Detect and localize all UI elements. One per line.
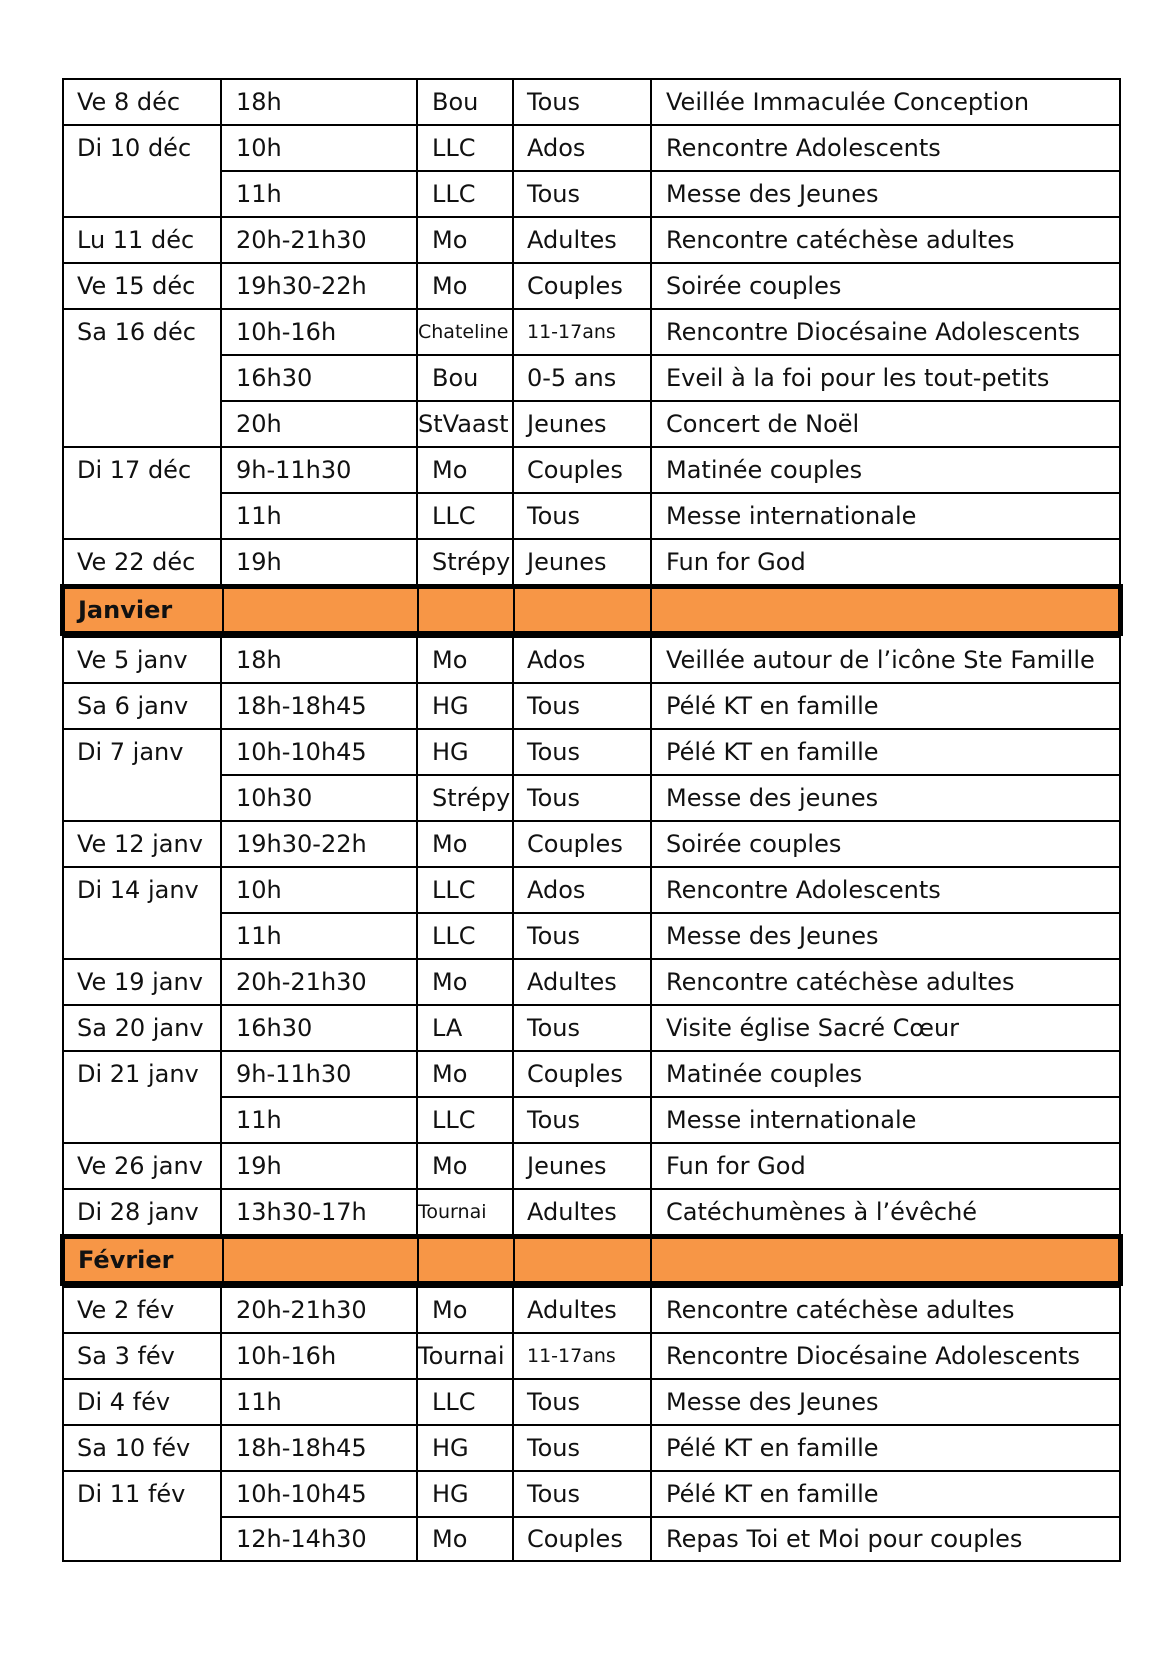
table-row <box>62 728 1121 774</box>
table-row <box>62 636 1121 682</box>
place-cell: LLC <box>416 1380 512 1424</box>
audience-cell: Tous <box>512 492 650 538</box>
event-cell: Pélé KT en famille <box>650 1426 1121 1470</box>
date-cell <box>62 170 220 216</box>
date-cell: Di 7 janv <box>62 730 220 774</box>
time-cell: 11h <box>220 170 416 216</box>
date-cell: Sa 6 janv <box>62 684 220 728</box>
table-row <box>62 1470 1121 1516</box>
time-cell: 18h-18h45 <box>220 684 416 728</box>
date-cell: Ve 12 janv <box>62 822 220 866</box>
date-cell: Ve 19 janv <box>62 960 220 1004</box>
audience-cell: 0-5 ans <box>512 354 650 400</box>
schedule-table <box>62 78 1121 1562</box>
place-cell: StVaast <box>416 400 512 446</box>
table-row <box>62 1516 1121 1562</box>
table-row <box>62 866 1121 912</box>
time-cell: 10h-16h <box>220 1334 416 1378</box>
date-cell: Ve 8 déc <box>62 80 220 124</box>
place-cell: LLC <box>416 1096 512 1142</box>
audience-cell: Couples <box>512 822 650 866</box>
month-header-empty-cell <box>650 589 1118 631</box>
audience-cell: Adultes <box>512 1288 650 1332</box>
date-cell <box>62 354 220 400</box>
table-row <box>62 354 1121 400</box>
date-cell: Di 10 déc <box>62 126 220 170</box>
place-cell: HG <box>416 1472 512 1516</box>
date-cell <box>62 912 220 958</box>
table-row <box>62 1286 1121 1332</box>
audience-cell: Tous <box>512 730 650 774</box>
month-header-empty-cell <box>513 589 650 631</box>
month-header-empty-cell <box>222 589 417 631</box>
month-header-empty-cell <box>222 1239 417 1281</box>
place-cell: HG <box>416 684 512 728</box>
event-cell: Fun for God <box>650 1144 1121 1188</box>
table-row <box>62 78 1121 124</box>
audience-cell: Tous <box>512 1472 650 1516</box>
time-cell: 20h-21h30 <box>220 960 416 1004</box>
time-cell: 20h <box>220 400 416 446</box>
event-cell: Rencontre Diocésaine Adolescents <box>650 1334 1121 1378</box>
audience-cell: Couples <box>512 1516 650 1560</box>
date-cell <box>62 492 220 538</box>
place-cell: Bou <box>416 354 512 400</box>
place-cell: HG <box>416 730 512 774</box>
place-cell: Mo <box>416 638 512 682</box>
event-cell: Rencontre catéchèse adultes <box>650 1288 1121 1332</box>
place-cell: LLC <box>416 912 512 958</box>
month-label: Janvier <box>78 596 173 624</box>
date-cell: Ve 15 déc <box>62 264 220 308</box>
audience-cell: Tous <box>512 1380 650 1424</box>
table-row <box>62 1424 1121 1470</box>
place-cell: Strépy <box>416 774 512 820</box>
time-cell: 19h <box>220 1144 416 1188</box>
time-cell: 11h <box>220 1096 416 1142</box>
table-row <box>62 958 1121 1004</box>
audience-cell: Tous <box>512 1426 650 1470</box>
time-cell: 19h30-22h <box>220 264 416 308</box>
place-cell: HG <box>416 1426 512 1470</box>
audience-cell: Jeunes <box>512 540 650 584</box>
time-cell: 12h-14h30 <box>220 1516 416 1560</box>
month-label: Février <box>78 1246 174 1274</box>
time-cell: 10h-10h45 <box>220 730 416 774</box>
time-cell: 10h <box>220 126 416 170</box>
audience-cell: Jeunes <box>512 1144 650 1188</box>
table-row <box>62 1004 1121 1050</box>
place-cell: LLC <box>416 126 512 170</box>
event-cell: Messe des jeunes <box>650 774 1121 820</box>
time-cell: 20h-21h30 <box>220 1288 416 1332</box>
event-cell: Visite église Sacré Cœur <box>650 1006 1121 1050</box>
place-cell: Mo <box>416 960 512 1004</box>
place-cell: Mo <box>416 1288 512 1332</box>
place-cell: LLC <box>416 492 512 538</box>
event-cell: Matinée couples <box>650 1052 1121 1096</box>
time-cell: 16h30 <box>220 354 416 400</box>
table-row <box>62 1188 1121 1234</box>
table-row <box>62 1332 1121 1378</box>
place-cell: Mo <box>416 218 512 262</box>
place-cell: Mo <box>416 1516 512 1560</box>
event-cell: Rencontre Adolescents <box>650 126 1121 170</box>
date-cell: Ve 5 janv <box>62 638 220 682</box>
date-cell: Ve 22 déc <box>62 540 220 584</box>
time-cell: 18h <box>220 638 416 682</box>
event-cell: Messe des Jeunes <box>650 170 1121 216</box>
place-cell: Tournai <box>416 1334 512 1378</box>
time-cell: 10h-10h45 <box>220 1472 416 1516</box>
place-cell: Strépy <box>416 540 512 584</box>
place-cell: Mo <box>416 822 512 866</box>
date-cell: Di 14 janv <box>62 868 220 912</box>
time-cell: 9h-11h30 <box>220 448 416 492</box>
time-cell: 11h <box>220 492 416 538</box>
time-cell: 10h30 <box>220 774 416 820</box>
date-cell: Sa 16 déc <box>62 310 220 354</box>
place-cell: Tournai <box>416 1190 512 1234</box>
event-cell: Rencontre Diocésaine Adolescents <box>650 310 1121 354</box>
date-cell: Ve 2 fév <box>62 1288 220 1332</box>
time-cell: 10h <box>220 868 416 912</box>
table-row <box>62 1378 1121 1424</box>
audience-cell: Tous <box>512 774 650 820</box>
date-cell: Lu 11 déc <box>62 218 220 262</box>
table-row <box>62 170 1121 216</box>
date-cell: Sa 3 fév <box>62 1334 220 1378</box>
time-cell: 11h <box>220 912 416 958</box>
event-cell: Messe internationale <box>650 492 1121 538</box>
table-row <box>62 400 1121 446</box>
place-cell: Bou <box>416 80 512 124</box>
time-cell: 9h-11h30 <box>220 1052 416 1096</box>
date-cell <box>62 1096 220 1142</box>
date-cell: Di 21 janv <box>62 1052 220 1096</box>
event-cell: Pélé KT en famille <box>650 1472 1121 1516</box>
table-row <box>62 820 1121 866</box>
table-row <box>62 124 1121 170</box>
event-cell: Matinée couples <box>650 448 1121 492</box>
date-cell: Di 11 fév <box>62 1472 220 1516</box>
month-header-row <box>60 1234 1123 1286</box>
date-cell: Di 4 fév <box>62 1380 220 1424</box>
event-cell: Rencontre Adolescents <box>650 868 1121 912</box>
time-cell: 18h-18h45 <box>220 1426 416 1470</box>
table-row <box>62 774 1121 820</box>
place-cell: LA <box>416 1006 512 1050</box>
audience-cell: Ados <box>512 126 650 170</box>
event-cell: Rencontre catéchèse adultes <box>650 218 1121 262</box>
audience-cell: Adultes <box>512 218 650 262</box>
place-cell: Mo <box>416 448 512 492</box>
month-header-empty-cell <box>650 1239 1118 1281</box>
table-row <box>62 1050 1121 1096</box>
table-row <box>62 912 1121 958</box>
event-cell: Concert de Noël <box>650 400 1121 446</box>
audience-cell: Tous <box>512 1096 650 1142</box>
audience-cell: Couples <box>512 1052 650 1096</box>
event-cell: Soirée couples <box>650 264 1121 308</box>
place-cell: Chateline <box>416 310 512 354</box>
event-cell: Veillée Immaculée Conception <box>650 80 1121 124</box>
event-cell: Repas Toi et Moi pour couples <box>650 1516 1121 1560</box>
event-cell: Messe internationale <box>650 1096 1121 1142</box>
audience-cell: Couples <box>512 264 650 308</box>
event-cell: Fun for God <box>650 540 1121 584</box>
date-cell: Sa 10 fév <box>62 1426 220 1470</box>
time-cell: 11h <box>220 1380 416 1424</box>
audience-cell: Tous <box>512 80 650 124</box>
table-row <box>62 538 1121 584</box>
date-cell: Ve 26 janv <box>62 1144 220 1188</box>
date-cell <box>62 1516 220 1560</box>
table-row <box>62 262 1121 308</box>
audience-cell: Ados <box>512 868 650 912</box>
event-cell: Pélé KT en famille <box>650 730 1121 774</box>
event-cell: Soirée couples <box>650 822 1121 866</box>
month-header-empty-cell <box>417 1239 513 1281</box>
audience-cell: Tous <box>512 1006 650 1050</box>
date-cell: Di 17 déc <box>62 448 220 492</box>
month-header-empty-cell <box>417 589 513 631</box>
time-cell: 16h30 <box>220 1006 416 1050</box>
audience-cell: Tous <box>512 170 650 216</box>
place-cell: LLC <box>416 170 512 216</box>
audience-cell: 11-17ans <box>512 1334 650 1378</box>
audience-cell: Jeunes <box>512 400 650 446</box>
event-cell: Veillée autour de l’icône Ste Famille <box>650 638 1121 682</box>
table-row <box>62 446 1121 492</box>
audience-cell: Couples <box>512 448 650 492</box>
place-cell: Mo <box>416 1144 512 1188</box>
table-row <box>62 1142 1121 1188</box>
event-cell: Messe des Jeunes <box>650 912 1121 958</box>
audience-cell: Ados <box>512 638 650 682</box>
audience-cell: Tous <box>512 684 650 728</box>
audience-cell: Adultes <box>512 1190 650 1234</box>
date-cell: Di 28 janv <box>62 1190 220 1234</box>
table-row <box>62 682 1121 728</box>
place-cell: Mo <box>416 264 512 308</box>
event-cell: Eveil à la foi pour les tout-petits <box>650 354 1121 400</box>
event-cell: Pélé KT en famille <box>650 684 1121 728</box>
event-cell: Catéchumènes à l’évêché <box>650 1190 1121 1234</box>
table-row <box>62 216 1121 262</box>
event-cell: Rencontre catéchèse adultes <box>650 960 1121 1004</box>
place-cell: LLC <box>416 868 512 912</box>
month-header-row <box>60 584 1123 636</box>
table-row <box>62 1096 1121 1142</box>
table-row <box>62 492 1121 538</box>
audience-cell: 11-17ans <box>512 310 650 354</box>
audience-cell: Tous <box>512 912 650 958</box>
time-cell: 18h <box>220 80 416 124</box>
month-header-empty-cell <box>513 1239 650 1281</box>
audience-cell: Adultes <box>512 960 650 1004</box>
time-cell: 20h-21h30 <box>220 218 416 262</box>
event-cell: Messe des Jeunes <box>650 1380 1121 1424</box>
date-cell: Sa 20 janv <box>62 1006 220 1050</box>
time-cell: 19h <box>220 540 416 584</box>
time-cell: 19h30-22h <box>220 822 416 866</box>
time-cell: 13h30-17h <box>220 1190 416 1234</box>
date-cell <box>62 400 220 446</box>
place-cell: Mo <box>416 1052 512 1096</box>
time-cell: 10h-16h <box>220 310 416 354</box>
table-row <box>62 308 1121 354</box>
date-cell <box>62 774 220 820</box>
